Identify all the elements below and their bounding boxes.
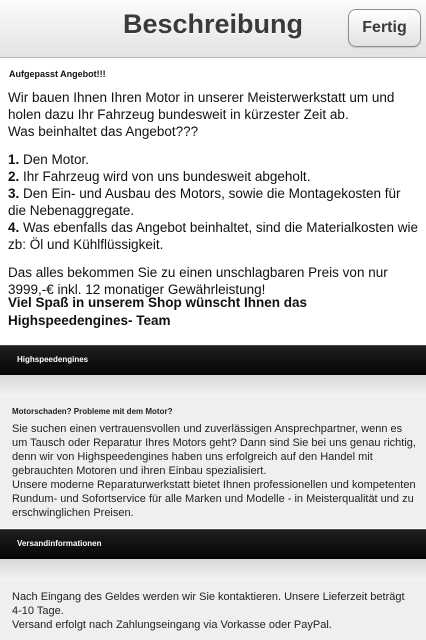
- shipping-panel: [0, 581, 426, 640]
- offer-intro: Wir bauen Ihnen Ihren Motor in unserer Meisterwerkstatt um und holen dazu Ihr Fahrzeug bundesweit in kürzester Zeit ab.: [8, 90, 395, 122]
- offer-item-number: 3.: [8, 186, 20, 201]
- offer-question: Was beinhaltet das Angebot???: [8, 124, 199, 139]
- highspeed-paragraph: Unsere moderne Reparaturwerkstatt bietet Ihnen professionellen und kompetenten Rundum- und Sofortservice für alle Marken und Modelle - in Meisterqualität und zu erschwinglichen Preisen.: [12, 479, 416, 519]
- highspeed-panel: [0, 397, 426, 528]
- shipping-paragraph: Versand erfolgt nach Zahlungseingang via Vorkasse oder PayPal.: [12, 619, 332, 631]
- page-title: Beschreibung: [122, 9, 304, 39]
- offer-section: [0, 59, 426, 345]
- section-divider: [0, 559, 426, 581]
- section-header-label: Versandinformationen: [17, 539, 102, 548]
- shipping-paragraph: Nach Eingang des Geldes werden wir Sie kontaktieren. Unsere Lieferzeit beträgt 4-10 Tage.: [12, 591, 405, 617]
- offer-item-number: 4.: [8, 220, 20, 235]
- offer-item-text: Ihr Fahrzeug wird von uns bundesweit abgeholt.: [19, 169, 311, 184]
- highspeed-paragraph: Sie suchen einen vertrauensvollen und zuverlässigen Ansprechpartner, wenn es um Tausch oder Reparatur Ihres Motors geht? Dann sind Sie bei uns genau richtig, denn wir von Highspeedengines haben uns erfolgreich auf den Handel mit gebrauchten Motoren und ihren Einbau spezialisiert.: [12, 423, 416, 477]
- offer-item-text: Was ebenfalls das Angebot beinhaltet, sind die Materialkosten wie zb: Öl und Kühlflüssigkeit.: [8, 220, 419, 252]
- section-header-bar: [0, 345, 426, 375]
- offer-item-text: Den Ein- und Ausbau des Motors, sowie die Montagekosten für die Nebenaggregate.: [8, 186, 401, 218]
- offer-signature: Viel Spaß in unserem Shop wünscht Ihnen das Highspeedengines- Team: [8, 295, 308, 328]
- offer-body: [8, 89, 420, 298]
- offer-price-text: Das alles bekommen Sie zu einen unschlagbaren Preis von nur 3999,-€ inkl. 12 monatiger Gewährleistung!: [8, 265, 388, 297]
- offer-heading: Aufgepasst Angebot!!!: [9, 69, 106, 79]
- section-header-label: Highspeedengines: [17, 355, 89, 364]
- offer-item-number: 1.: [8, 152, 20, 167]
- offer-list-item: [8, 168, 420, 185]
- offer-list-item: [8, 219, 420, 253]
- offer-list-item: [8, 185, 420, 219]
- offer-list-item: [8, 151, 420, 168]
- offer-item-text: Den Motor.: [19, 152, 90, 167]
- section-divider: [0, 375, 426, 397]
- done-button[interactable]: Fertig: [348, 9, 421, 47]
- navigation-bar: [0, 0, 426, 58]
- section-header-bar: [0, 529, 426, 559]
- shipping-body: [12, 590, 416, 632]
- offer-item-number: 2.: [8, 169, 20, 184]
- highspeed-heading: Motorschaden? Probleme mit dem Motor?: [12, 407, 173, 416]
- highspeed-body: [12, 422, 416, 520]
